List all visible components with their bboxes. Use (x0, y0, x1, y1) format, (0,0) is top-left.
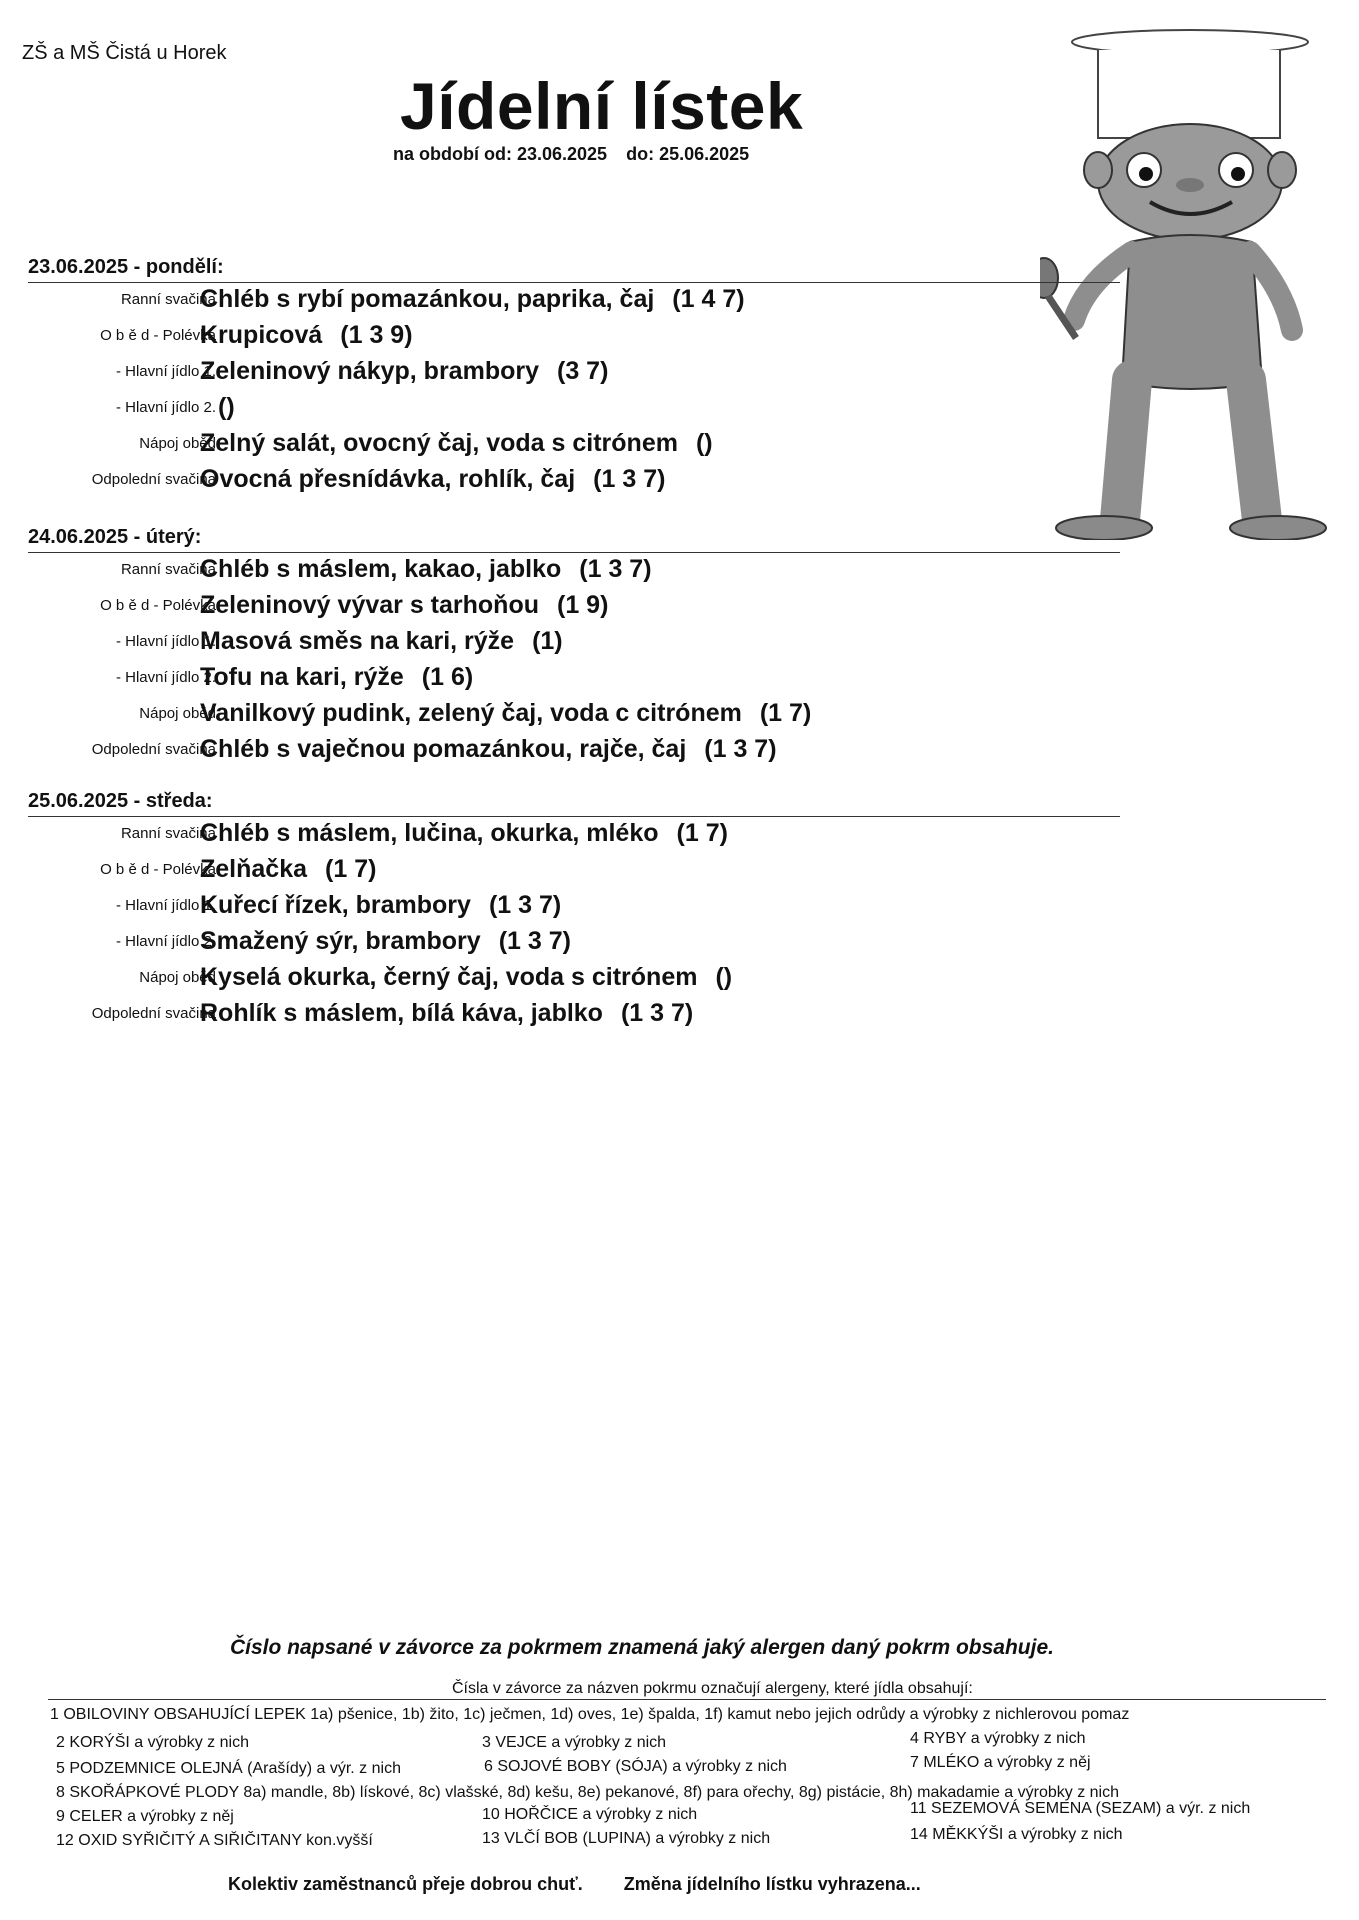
allergen-note: Číslo napsané v závorce za pokrmem znamená jaký alergen daný pokrm obsahuje. (230, 1636, 1054, 1659)
period-label: na období od: (393, 144, 512, 164)
allergen-divider (48, 1699, 1326, 1700)
dish-name: Zeleninový vývar s tarhoňou (200, 591, 539, 619)
closing-change-note: Změna jídelního lístku vyhrazena... (623, 1874, 921, 1894)
dish-allergens: (1) (532, 627, 563, 655)
allergen-caption: Čísla v závorce za názven pokrmu označují alergeny, které jídla obsahují: (452, 1680, 973, 1697)
menu-row (28, 661, 1128, 697)
meal-label: - Hlavní jídlo 2. (115, 933, 216, 950)
period-from: 23.06.2025 (516, 144, 608, 164)
meal-label: Ranní svačina (120, 291, 216, 308)
dish-allergens: () (218, 393, 235, 421)
dish (200, 321, 413, 350)
meal-label: - Hlavní jídlo 1. (115, 633, 216, 650)
meal-label: O b ě d - Polévka (100, 597, 216, 614)
dish-allergens: () (695, 429, 713, 457)
page-title: Jídelní lístek (400, 69, 804, 143)
allergen-item: 14 MĚKKÝŠI a výrobky z nich (910, 1826, 1123, 1843)
meal-label: Odpolední svačina (91, 471, 216, 488)
dish-name: Ovocná přesnídávka, rohlík, čaj (200, 465, 576, 493)
dish (200, 555, 652, 584)
day-block (28, 526, 1128, 769)
menu-row (28, 463, 1128, 499)
dish-name: Chléb s rybí pomazánkou, paprika, čaj (200, 285, 655, 313)
dish-allergens: (1 3 7) (488, 891, 562, 919)
dish (200, 627, 563, 656)
dish-allergens: (1 7) (676, 819, 728, 847)
meal-label: Nápoj oběd (139, 969, 216, 986)
allergen-item: 8 SKOŘÁPKOVÉ PLODY 8a) mandle, 8b) lískové, 8c) vlašské, 8d) kešu, 8e) pekanové, 8f) para ořechy, 8g) pistácie, 8h) makadamie a výrobky z nich (56, 1784, 1120, 1801)
dish-allergens: (1 7) (325, 855, 377, 883)
dish (200, 819, 728, 848)
meal-label: Ranní svačina (120, 825, 216, 842)
dish-allergens: (1 6) (421, 663, 474, 691)
dish (200, 927, 571, 956)
dish-allergens: (1 3 9) (340, 321, 413, 349)
dish-name: Masová směs na kari, rýže (200, 627, 515, 655)
closing-wish: Kolektiv zaměstnanců přeje dobrou chuť. (228, 1874, 583, 1894)
allergen-item: 10 HOŘČICE a výrobky z nich (482, 1806, 698, 1823)
day-block (28, 256, 1128, 499)
dish-name: Kuřecí řízek, brambory (200, 891, 471, 919)
dish-name: Chléb s vaječnou pomazánkou, rajče, čaj (200, 735, 687, 763)
dish (200, 699, 811, 728)
allergen-item: 12 OXID SYŘIČITÝ A SIŘIČITANY kon.vyšší (56, 1832, 373, 1849)
menu-row (28, 817, 1128, 853)
meal-label: Nápoj oběd (139, 705, 216, 722)
period-to: 25.06.2025 (659, 144, 750, 164)
dish-allergens: (1 9) (557, 591, 609, 619)
menu-row (28, 625, 1128, 661)
menu-row (28, 355, 1128, 391)
dish-allergens: (3 7) (557, 357, 609, 385)
dish (200, 855, 376, 884)
dish-allergens: (1 7) (759, 699, 812, 727)
dish (200, 285, 745, 314)
day-heading: 24.06.2025 - úterý: (28, 526, 202, 548)
allergen-item: 6 SOJOVÉ BOBY (SÓJA) a výrobky z nich (484, 1758, 787, 1775)
period-to-label: do: (626, 144, 655, 164)
dish (200, 735, 777, 764)
dish-name: Rohlík s máslem, bílá káva, jablko (200, 999, 603, 1027)
dish-name: Tofu na kari, rýže (200, 663, 404, 691)
closing-line (228, 1874, 921, 1895)
allergen-item: 13 VLČÍ BOB (LUPINA) a výrobky z nich (482, 1830, 771, 1847)
school-name: ZŠ a MŠ Čistá u Horek (22, 42, 227, 64)
meal-label: - Hlavní jídlo 1. (115, 897, 216, 914)
dish-name: Chléb s máslem, lučina, okurka, mléko (200, 819, 659, 847)
dish (200, 663, 473, 692)
meal-label: - Hlavní jídlo 1. (115, 363, 216, 380)
dish (200, 999, 693, 1028)
meal-label: Odpolední svačina (91, 741, 216, 758)
dish-name: Kyselá okurka, černý čaj, voda s citrónem (200, 963, 698, 991)
allergen-item: 2 KORÝŠI a výrobky z nich (56, 1734, 249, 1751)
allergen-item: 4 RYBY a výrobky z nich (910, 1730, 1086, 1747)
allergen-item: 5 PODZEMNICE OLEJNÁ (Arašídy) a výr. z nich (56, 1760, 401, 1777)
meal-label: Ranní svačina (120, 561, 216, 578)
dish-allergens: (1 3 7) (593, 465, 666, 493)
dish-allergens: (1 4 7) (672, 285, 745, 313)
menu-row (28, 553, 1128, 589)
dish (200, 963, 732, 992)
menu-row (28, 391, 1128, 427)
day-heading: 25.06.2025 - středa: (28, 790, 213, 812)
dish (200, 891, 561, 920)
dish (200, 465, 665, 494)
dish-name: Chléb s máslem, kakao, jablko (200, 555, 562, 583)
allergen-item: 1 OBILOVINY OBSAHUJÍCÍ LEPEK 1a) pšenice, 1b) žito, 1c) ječmen, 1d) oves, 1e) špalda, 1f) kamut nebo jejich odrůdy a výrobky z nichlerovou pomaz (50, 1706, 1130, 1723)
menu-row (28, 733, 1128, 769)
dish-name: Smažený sýr, brambory (200, 927, 481, 955)
dish-allergens: () (715, 963, 733, 991)
menu-row (28, 853, 1128, 889)
menu-row (28, 589, 1128, 625)
menu-period (393, 144, 749, 165)
menu-row (28, 997, 1128, 1033)
menu-row (28, 427, 1128, 463)
menu-row (28, 283, 1128, 319)
day-heading: 23.06.2025 - pondělí: (28, 256, 224, 278)
dish-allergens: (1 3 7) (704, 735, 777, 763)
dish (200, 357, 608, 386)
dish-name: Zelňačka (200, 855, 308, 883)
menu-row (28, 961, 1128, 997)
allergen-item: 9 CELER a výrobky z něj (56, 1808, 234, 1825)
dish-name: Zelný salát, ovocný čaj, voda s citrónem (200, 429, 678, 457)
meal-label: Nápoj oběd (139, 435, 216, 452)
dish-name: Vanilkový pudink, zelený čaj, voda c citrónem (200, 699, 742, 727)
dish (200, 429, 713, 458)
meal-label: O b ě d - Polévka (100, 327, 216, 344)
dish-allergens: (1 3 7) (579, 555, 652, 583)
meal-label: - Hlavní jídlo 2. (115, 399, 216, 416)
dish-allergens: (1 3 7) (498, 927, 571, 955)
allergen-item: 11 SEZEMOVÁ SEMENA (SEZAM) a výr. z nich (910, 1800, 1251, 1817)
day-block (28, 790, 1128, 1033)
dish (200, 393, 235, 422)
allergen-item: 3 VEJCE a výrobky z nich (482, 1734, 667, 1751)
dish-allergens: (1 3 7) (620, 999, 694, 1027)
allergen-item: 7 MLÉKO a výrobky z něj (910, 1754, 1091, 1771)
meal-label: O b ě d - Polévka (100, 861, 216, 878)
dish-name: Zeleninový nákyp, brambory (200, 357, 539, 385)
meal-label: Odpolední svačina (91, 1005, 216, 1022)
menu-row (28, 889, 1128, 925)
dish (200, 591, 608, 620)
menu-row (28, 697, 1128, 733)
dish-name: Krupicová (200, 321, 323, 349)
menu-row (28, 925, 1128, 961)
meal-label: - Hlavní jídlo 2. (115, 669, 216, 686)
menu-row (28, 319, 1128, 355)
